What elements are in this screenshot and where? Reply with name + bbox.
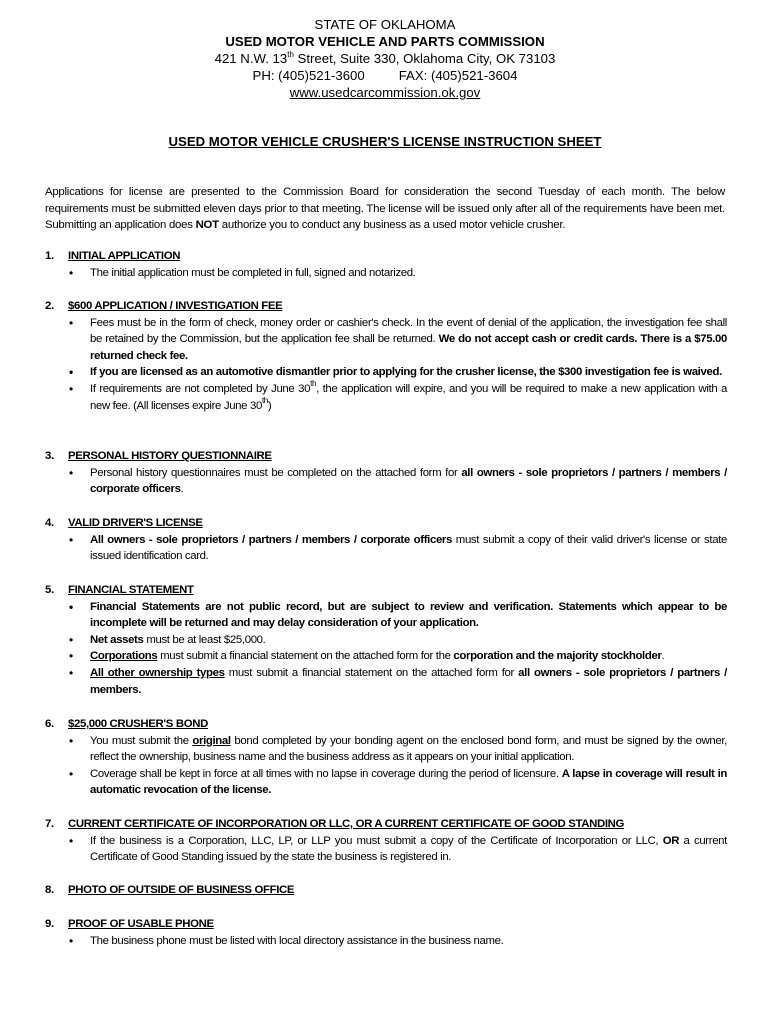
- list-item: • Fees must be in the form of check, money order or cashier's check. In the event of denial of the application, the investigation fee shall be retained by the Commission, but the application fee shall be returned. We do not accept cash or credit cards. There is a $75.00 returned check fee.: [45, 315, 727, 365]
- list-item: • Financial Statements are not public record, but are subject to review and verification. Statements which appear to be incomplete will be returned and may delay consideration of your application.: [45, 599, 727, 632]
- section-heading: 6. $25,000 CRUSHER'S BOND: [45, 718, 208, 730]
- website-link[interactable]: www.usedcarcommission.ok.gov: [289, 85, 481, 100]
- section-fee: [45, 298, 727, 414]
- list-item: • If you are licensed as an automotive dismantler prior to applying for the crusher license, the $300 investigation fee is waived.: [45, 364, 727, 381]
- section-phone: [45, 916, 727, 949]
- address-line: 421 N.W. 13th Street, Suite 330, Oklahoma City, OK 73103: [214, 49, 556, 66]
- list-item: • Coverage shall be kept in force at all times with no lapse in coverage during the period of licensure. A lapse in coverage will result in automatic revocation of the license.: [45, 766, 727, 799]
- section-photo: [45, 882, 727, 899]
- list-item: • All owners - sole proprietors / partners / members / corporate officers must submit a copy of their valid driver's license or state issued identification card.: [45, 532, 727, 565]
- section-heading: 1. INITIAL APPLICATION: [45, 250, 181, 262]
- list-item: • The initial application must be completed in full, signed and notarized.: [45, 265, 727, 282]
- phone-number: PH: (405)521-3600: [252, 68, 365, 83]
- list-item: • All other ownership types must submit a financial statement on the attached form for all owners - sole proprietors / partners / members.: [45, 665, 727, 698]
- section-heading: 9. PROOF OF USABLE PHONE: [45, 918, 214, 930]
- section-personal-history: [45, 448, 727, 498]
- list-item: • Net assets must be at least $25,000.: [45, 632, 727, 649]
- section-financial-statement: [45, 582, 727, 698]
- section-initial-application: [45, 248, 727, 281]
- list-item: • If requirements are not completed by June 30th, the application will expire, and you will be required to make a new application with a new fee. (All licenses expire June 30th): [45, 381, 727, 414]
- section-drivers-license: [45, 515, 727, 565]
- section-certificate: [45, 816, 727, 866]
- state-line: STATE OF OKLAHOMA: [314, 17, 456, 32]
- section-heading: 8. PHOTO OF OUTSIDE OF BUSINESS OFFICE: [45, 884, 295, 896]
- letterhead: [0, 16, 770, 101]
- intro-paragraph: Applications for license are presented to the Commission Board for consideration the second Tuesday of each month. The below requirements must be submitted eleven days prior to that meeting. The license will be issued only after all of the requirements have been met. Submitting an application does NOT authorize you to conduct any business as a used motor vehicle crusher.: [45, 186, 725, 232]
- page-title: USED MOTOR VEHICLE CRUSHER'S LICENSE INSTRUCTION SHEET: [168, 134, 602, 149]
- section-heading: 5. FINANCIAL STATEMENT: [45, 584, 194, 596]
- contact-line: [0, 67, 770, 84]
- list-item: • You must submit the original bond completed by your bonding agent on the enclosed bond form, and must be signed by the owner, reflect the ownership, business name and the business address as it appears on your initial application.: [45, 733, 727, 766]
- section-crusher-bond: [45, 716, 727, 799]
- section-heading: 7. CURRENT CERTIFICATE OF INCORPORATION OR LLC, OR A CURRENT CERTIFICATE OF GOOD STANDING: [45, 818, 625, 830]
- intro-block: [45, 184, 725, 234]
- agency-name: USED MOTOR VEHICLE AND PARTS COMMISSION: [225, 34, 545, 49]
- section-heading: 3. PERSONAL HISTORY QUESTIONNAIRE: [45, 450, 272, 462]
- fax-number: FAX: (405)521-3604: [398, 68, 518, 83]
- list-item: • Corporations must submit a financial statement on the attached form for the corporation and the majority stockholder.: [45, 648, 727, 665]
- list-item: • If the business is a Corporation, LLC, LP, or LLP you must submit a copy of the Certificate of Incorporation or LLC, OR a current Certificate of Good Standing issued by the state the business is registered in.: [45, 833, 727, 866]
- list-item: • The business phone must be listed with local directory assistance in the business name.: [45, 933, 727, 950]
- section-heading: 2. $600 APPLICATION / INVESTIGATION FEE: [45, 300, 283, 312]
- list-item: • Personal history questionnaires must be completed on the attached form for all owners - sole proprietors / partners / members / corporate officers.: [45, 465, 727, 498]
- section-heading: 4. VALID DRIVER'S LICENSE: [45, 517, 203, 529]
